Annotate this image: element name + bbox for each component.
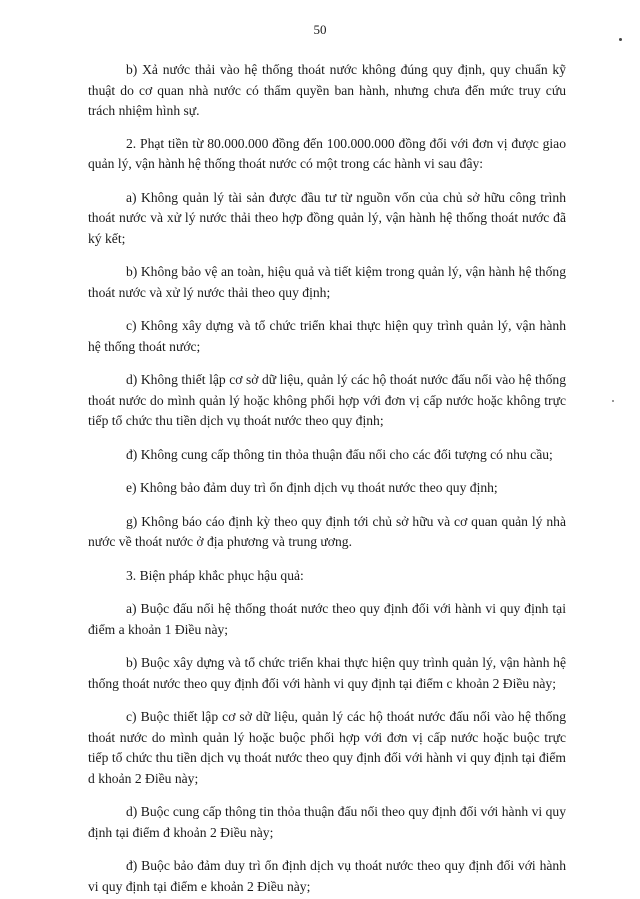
page-number: 50: [313, 22, 327, 37]
scan-speck: [612, 400, 614, 402]
paragraph-3b: b) Buộc xây dựng và tổ chức triển khai thực hiện quy trình quản lý, vận hành hệ thống thoát nước theo quy định đối với hành vi quy định tại điểm c khoản 2 Điều này;: [88, 655, 566, 691]
paragraph-3: 3. Biện pháp khắc phục hậu quả:: [126, 567, 304, 583]
paragraph-2d: d) Không thiết lập cơ sở dữ liệu, quản lý các hộ thoát nước đấu nối vào hệ thống thoát nước do mình quản lý hoặc không phối hợp với đơn vị cấp nước hoặc không trực tiếp tổ chức thu tiền dịch vụ thoát nước theo quy định;: [88, 372, 566, 428]
paragraph-2c: c) Không xây dựng và tổ chức triển khai thực hiện quy trình quản lý, vận hành hệ thống thoát nước;: [88, 318, 566, 354]
paragraph-1b: b) Xả nước thải vào hệ thống thoát nước không đúng quy định, quy chuẩn kỹ thuật do cơ quan nhà nước có thẩm quyền ban hành, nhưng chưa đến mức truy cứu trách nhiệm hình sự.: [88, 62, 566, 118]
paragraph-3dd: đ) Buộc bảo đảm duy trì ổn định dịch vụ thoát nước theo quy định đối với hành vi quy định tại điểm e khoản 2 Điều này;: [88, 858, 566, 894]
paragraph-3a: a) Buộc đấu nối hệ thống thoát nước theo quy định đối với hành vi quy định tại điểm a khoản 1 Điều này;: [88, 601, 566, 637]
paragraph-3d: d) Buộc cung cấp thông tin thỏa thuận đấu nối theo quy định đối với hành vi quy định tại điểm đ khoản 2 Điều này;: [88, 804, 566, 840]
paragraph-3c: c) Buộc thiết lập cơ sở dữ liệu, quản lý các hộ thoát nước đấu nối vào hệ thống thoát nước do mình quản lý hoặc buộc phối hợp với đơn vị cấp nước hoặc buộc trực tiếp tổ chức thu tiền dịch vụ thoát nước theo quy định đối với hành vi quy định tại điểm d khoản 2 Điều này;: [88, 709, 566, 786]
paragraph-2: 2. Phạt tiền từ 80.000.000 đồng đến 100.000.000 đồng đối với đơn vị được giao quản lý, vận hành hệ thống thoát nước có một trong các hành vi sau đây:: [88, 135, 566, 171]
paragraph-2b: b) Không bảo vệ an toàn, hiệu quả và tiết kiệm trong quản lý, vận hành hệ thống thoát nước và xử lý nước thải theo quy định;: [88, 264, 566, 300]
document-body: [88, 60, 566, 897]
paragraph-2dd: đ) Không cung cấp thông tin thỏa thuận đấu nối cho các đối tượng có nhu cầu;: [126, 446, 553, 462]
paragraph-2g: g) Không báo cáo định kỳ theo quy định tới chủ sở hữu và cơ quan quản lý nhà nước về thoát nước ở địa phương và trung ương.: [88, 513, 566, 549]
paragraph-2e: e) Không bảo đảm duy trì ổn định dịch vụ thoát nước theo quy định;: [126, 480, 498, 495]
scan-speck: [619, 38, 622, 41]
paragraph-2a: a) Không quản lý tài sản được đầu tư từ nguồn vốn của chủ sở hữu công trình thoát nước và xử lý nước thải theo hợp đồng quản lý, vận hành hệ thống thoát nước đã ký kết;: [88, 189, 566, 246]
